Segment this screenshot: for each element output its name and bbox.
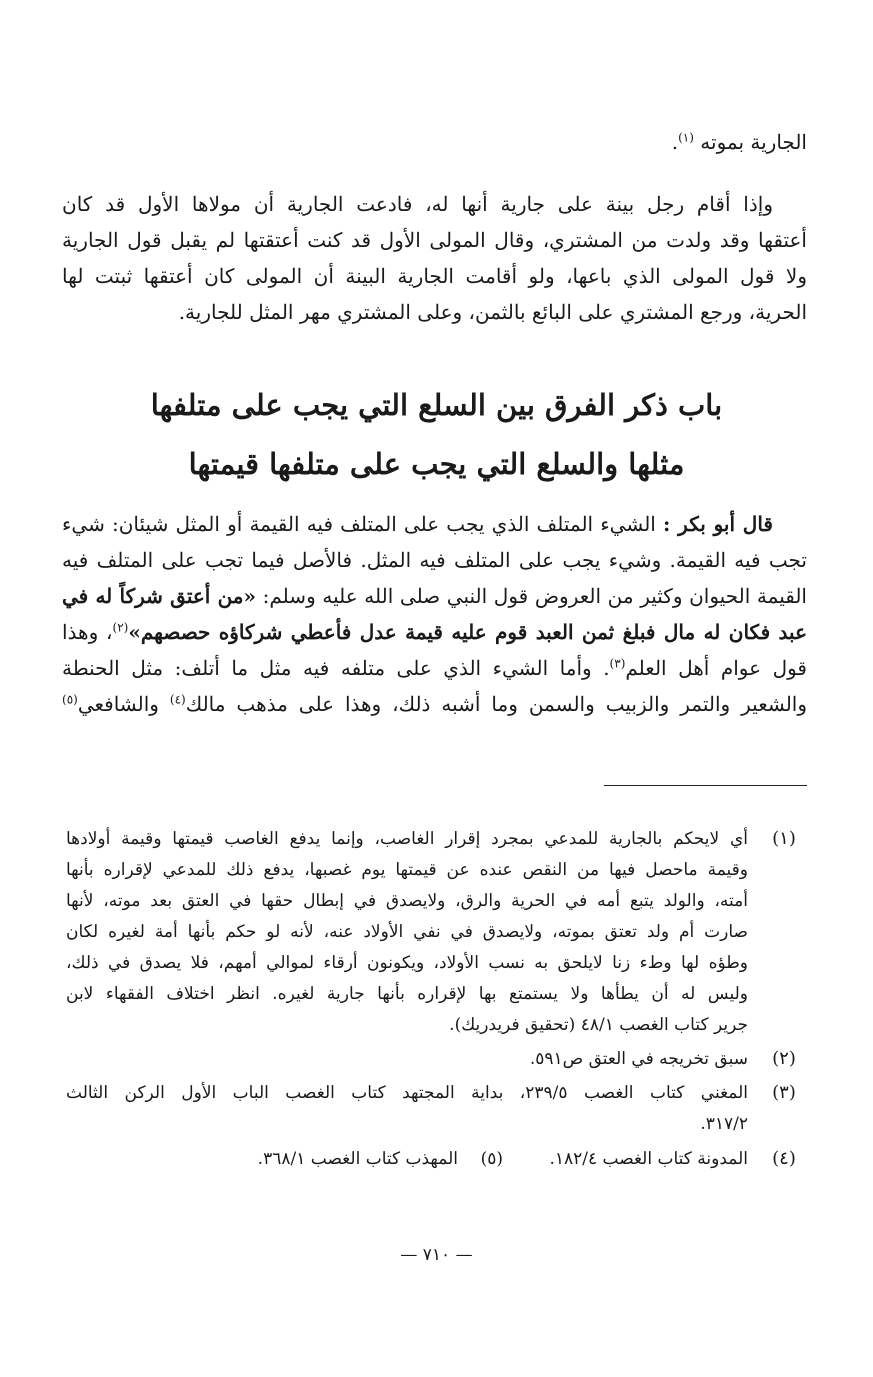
text-segment: . — [671, 130, 679, 154]
footnote-number-3: (٣) — [772, 1082, 796, 1103]
text-segment: والشعير والتمر والزبيب والسمن وما أشبه ذلك، وهذا على مذهب مالك — [185, 692, 808, 716]
paragraph2-line1 — [62, 510, 807, 538]
text-segment: . وأما الشيء الذي على متلفه فيه مثل ما أتلف: مثل الحنطة — [62, 656, 610, 680]
footnote3-line: ٣١٧/٢. — [700, 1114, 748, 1134]
footnote1-line: وليس له أن يطأها ولا يستمتع بها لإقراره بأنها جارية لغيره. انظر اختلاف الفقهاء لابن — [66, 984, 748, 1004]
speaker-name: قال أبو بكر : — [663, 512, 773, 536]
footnote2-text: سبق تخريجه في العتق ص٥٩١. — [529, 1049, 748, 1069]
footnote-ref-4[interactable]: (٤) — [169, 692, 186, 707]
paragraph2-line6 — [62, 690, 807, 718]
footnote-number-5: (٥) — [480, 1149, 503, 1169]
footnote-separator — [604, 785, 807, 786]
footnote-number-1: (١) — [772, 828, 796, 849]
paragraph2-line5 — [62, 654, 807, 682]
footnote-ref-5[interactable]: (٥) — [62, 692, 78, 707]
paragraph2-line2: تجب فيه القيمة. وشيء يجب على المتلف فيه المثل. فالأصل فيما تجب على المتلف فيه — [62, 548, 807, 572]
footnote1-line: وطؤه لها وطء زنا لايلحق به نسب الأولاد، ويكونون أرقاء لموالي أمهم، فلا يصدق في ذلك، — [66, 953, 748, 973]
footnote1-line: صارت أم ولد تعتق بموته، ولايصدق في نفي الأولاد عنه، لأنه لو حكم بأنها أمة لغيره لكان — [66, 922, 748, 942]
paragraph2-line3 — [62, 582, 807, 610]
footnote5-text: المهذب كتاب الغصب ٣٦٨/١. — [257, 1149, 458, 1169]
footnote3-line: المغني كتاب الغصب ٢٣٩/٥، بداية المجتهد كتاب الغصب الباب الأول الركن الثالث — [66, 1083, 749, 1103]
footnote-ref-2[interactable]: (٢) — [112, 620, 129, 635]
paragraph1-line1: وإذا أقام رجل بينة على جارية أنها له، فادعت الجارية أن مولاها الأول قد كان — [62, 192, 773, 216]
footnote1-line: جرير كتاب الغصب ٤٨/١ (تحقيق فريدريك). — [449, 1015, 748, 1035]
footnote-ref-3[interactable]: (٣) — [609, 656, 626, 671]
text-segment: الشيء المتلف الذي يجب على المتلف فيه القيمة أو المثل شيئان: شيء — [62, 512, 664, 536]
paragraph1-line3: ولا قول المولى الذي باعها، ولو أقامت الجارية البينة أن المولى كان أعتقها ثبتت لها — [62, 264, 807, 288]
footnote4-text: المدونة كتاب الغصب ١٨٢/٤. — [549, 1149, 748, 1169]
footnote-number-2: (٢) — [772, 1048, 796, 1069]
text-segment: القيمة الحيوان وكثير من العروض قول النبي صلى الله عليه وسلم: — [256, 584, 807, 608]
footnote1-line: وقيمة ماحصل فيها من النقص عنده عن قيمتها يوم غصبها، يدفع ذلك للمدعي لإقراره بأنها — [66, 860, 748, 880]
footnote1-line: أي لايحكم بالجارية للمدعي بمجرد إقرار الغاصب، وإنما يدفع الغاصب قيمتها وقيمة أولادها — [66, 829, 748, 849]
footnote-ref-1[interactable]: (١) — [678, 130, 694, 145]
chapter-title-line1: باب ذكر الفرق بين السلع التي يجب على متلفها — [150, 388, 723, 422]
footnote1-line: أمته، والولد يتبع أمه في الحرية والرق، ولايصدق في إبطال حقها في العتق بعد موته، لأنها — [66, 891, 748, 911]
hadith-text: عبد فكان له مال فبلغ ثمن العبد قوم عليه قيمة عدل فأعطي شركاؤه حصصهم» — [128, 620, 808, 644]
hadith-text: «من أعتق شركاً له في — [62, 584, 257, 608]
paragraph1-line2: أعتقها وقد ولدت من المشتري، وقال المولى الأول قد كنت أعتقتها لم يقبل قول الجارية — [62, 228, 807, 252]
text-segment: والشافعي — [77, 692, 170, 716]
text-segment: الجارية بموته — [700, 130, 807, 154]
page-number: — ٧١٠ — — [400, 1245, 473, 1265]
chapter-title-line2: مثلها والسلع التي يجب على متلفها قيمتها — [188, 447, 685, 481]
text-segment: قول عوام أهل العلم — [625, 656, 807, 680]
text-segment: ، وهذا — [62, 620, 113, 644]
paragraph2-line4 — [62, 618, 807, 646]
continuation-line — [62, 128, 807, 156]
paragraph1-line4: الحرية، ورجع المشتري على البائع بالثمن، وعلى المشتري مهر المثل للجارية. — [178, 300, 807, 324]
footnote-number-4: (٤) — [772, 1148, 796, 1169]
